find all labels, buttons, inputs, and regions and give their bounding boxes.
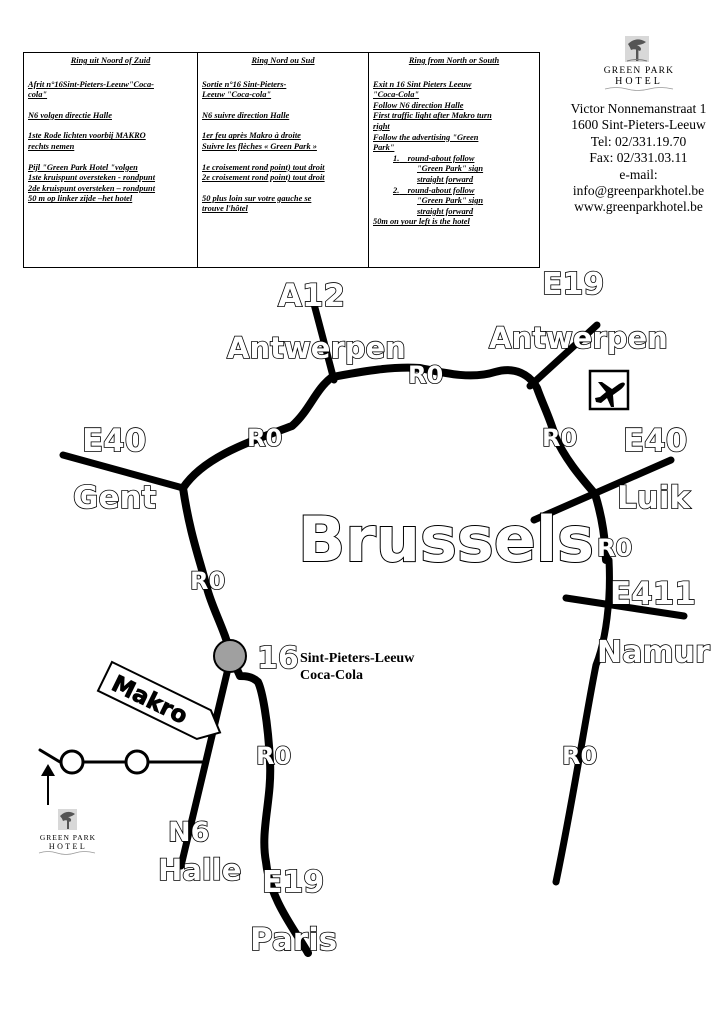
exit-16-marker	[214, 640, 246, 672]
direction-line: Sortie n°16 Sint-Pieters-	[202, 79, 287, 89]
direction-line: Follow the advertising "Green	[373, 132, 479, 142]
label-r0: R0	[256, 742, 292, 770]
label-r0: R0	[562, 742, 598, 770]
direction-line: 1ste kruispunt oversteken - rondpunt	[28, 173, 156, 183]
direction-line: "Coca-Cola"	[373, 90, 420, 100]
direction-line: 50 plus loin sur votre gauche se	[202, 193, 312, 203]
direction-line: 2e croisement rond point) tout droit	[202, 173, 325, 183]
arrow-up-icon	[41, 764, 55, 805]
address-website[interactable]: www.greenparkhotel.be	[574, 199, 703, 215]
direction-step-line: "Green Park" sign	[417, 164, 484, 174]
logo-line-2: HOTEL	[615, 76, 663, 87]
direction-line: First traffic light after Makro turn	[373, 111, 492, 121]
direction-line: Follow N6 direction Halle	[373, 100, 464, 110]
address-fax: Fax: 02/331.03.11	[589, 150, 688, 166]
label-e40-west: E40	[82, 423, 147, 459]
step-text: round-about follow	[407, 153, 475, 163]
label-halle: Halle	[158, 853, 242, 887]
label-gent: Gent	[73, 480, 157, 516]
directions-english-title: Ring from North or South	[408, 56, 500, 65]
direction-line: Pijl "Green Park Hotel "volgen	[28, 162, 138, 172]
logo-line-1: GREEN PARK	[603, 66, 675, 76]
label-r0: R0	[247, 424, 283, 452]
direction-line: 1e croisement rond point) tout droit	[202, 162, 325, 172]
direction-line: 1ste Rode lichten voorbij MAKRO	[28, 131, 146, 141]
label-r0: R0	[597, 534, 633, 562]
direction-line: 2de kruispunt oversteken – rondpunt	[28, 183, 156, 193]
direction-line: Park"	[373, 143, 395, 153]
step-number: 1.	[393, 153, 400, 163]
direction-line: trouve l'hôtel	[202, 204, 248, 214]
address-city: 1600 Sint-Pieters-Leeuw	[571, 117, 706, 133]
directions-french-title: Ring Nord ou Sud	[251, 56, 315, 65]
direction-line: 50 m op linker zijde –het hotel	[28, 194, 133, 204]
direction-line: right	[373, 121, 390, 131]
logo-line-1: GREEN PARK	[39, 833, 97, 842]
direction-line: 1er feu après Makro à droite	[202, 131, 301, 141]
logo-line-2: HOTEL	[48, 842, 88, 851]
label-e19-north: E19	[542, 267, 605, 302]
label-brussels: Brussels	[298, 503, 594, 576]
label-namur: Namur	[597, 635, 710, 670]
address-street: Victor Nonnemanstraat 1	[570, 101, 707, 116]
direction-step-line: "Green Park" sign	[417, 196, 484, 206]
direction-line: rechts nemen	[28, 141, 75, 151]
makro-sign	[98, 662, 227, 747]
label-exit-number: 16	[257, 641, 299, 676]
label-antwerpen-west: Antwerpen	[227, 331, 406, 365]
label-e411: E411	[610, 576, 696, 612]
hotel-logo-small	[33, 808, 103, 856]
direction-step-line: straight forward	[417, 206, 474, 216]
direction-line: Exit n 16 Sint Pieters Leeuw	[373, 79, 472, 89]
direction-line: Suivre les flèches « Green Park »	[202, 141, 317, 151]
directions-dutch-title: Ring uit Noord of Zuid	[70, 56, 151, 65]
label-luik: Luik	[617, 480, 691, 516]
label-r0: R0	[542, 424, 578, 452]
label-exit-landmark: Coca-Cola	[300, 668, 363, 683]
label-antwerpen-east: Antwerpen	[489, 321, 668, 355]
label-a12: A12	[278, 278, 346, 314]
address-email[interactable]: info@greenparkhotel.be	[572, 182, 705, 198]
r0-east-south	[556, 560, 609, 882]
direction-line: N6 suivre direction Halle	[202, 110, 290, 120]
roundabout-2	[126, 751, 148, 773]
makro-sign-label: Makro	[107, 670, 192, 730]
direction-final: 50m on your left is the hotel	[373, 217, 470, 227]
tree-icon	[58, 809, 77, 830]
label-e19-south: E19	[262, 865, 325, 900]
address-tel: Tel: 02/331.19.70	[590, 133, 687, 149]
step-number: 2.	[393, 185, 400, 195]
step-text: round-about follow	[407, 185, 475, 195]
label-e40-east: E40	[623, 423, 688, 459]
address-email-label: e-mail:	[619, 166, 658, 182]
label-n6: N6	[168, 817, 210, 848]
label-exit-place: Sint-Pieters-Leeuw	[300, 651, 415, 666]
direction-line: Leeuw "Coca-cola"	[202, 90, 272, 100]
direction-step-line: straight forward	[417, 174, 474, 184]
direction-line: cola"	[28, 90, 48, 100]
label-paris: Paris	[250, 922, 338, 958]
label-r0: R0	[190, 567, 226, 595]
direction-line: Afrit n°16Sint-Pieters-Leeuw"Coca-	[28, 79, 154, 89]
roundabout-1	[61, 751, 83, 773]
label-r0: R0	[408, 361, 444, 389]
direction-line: N6 volgen directie Halle	[28, 110, 112, 120]
airport-sign	[590, 371, 628, 409]
